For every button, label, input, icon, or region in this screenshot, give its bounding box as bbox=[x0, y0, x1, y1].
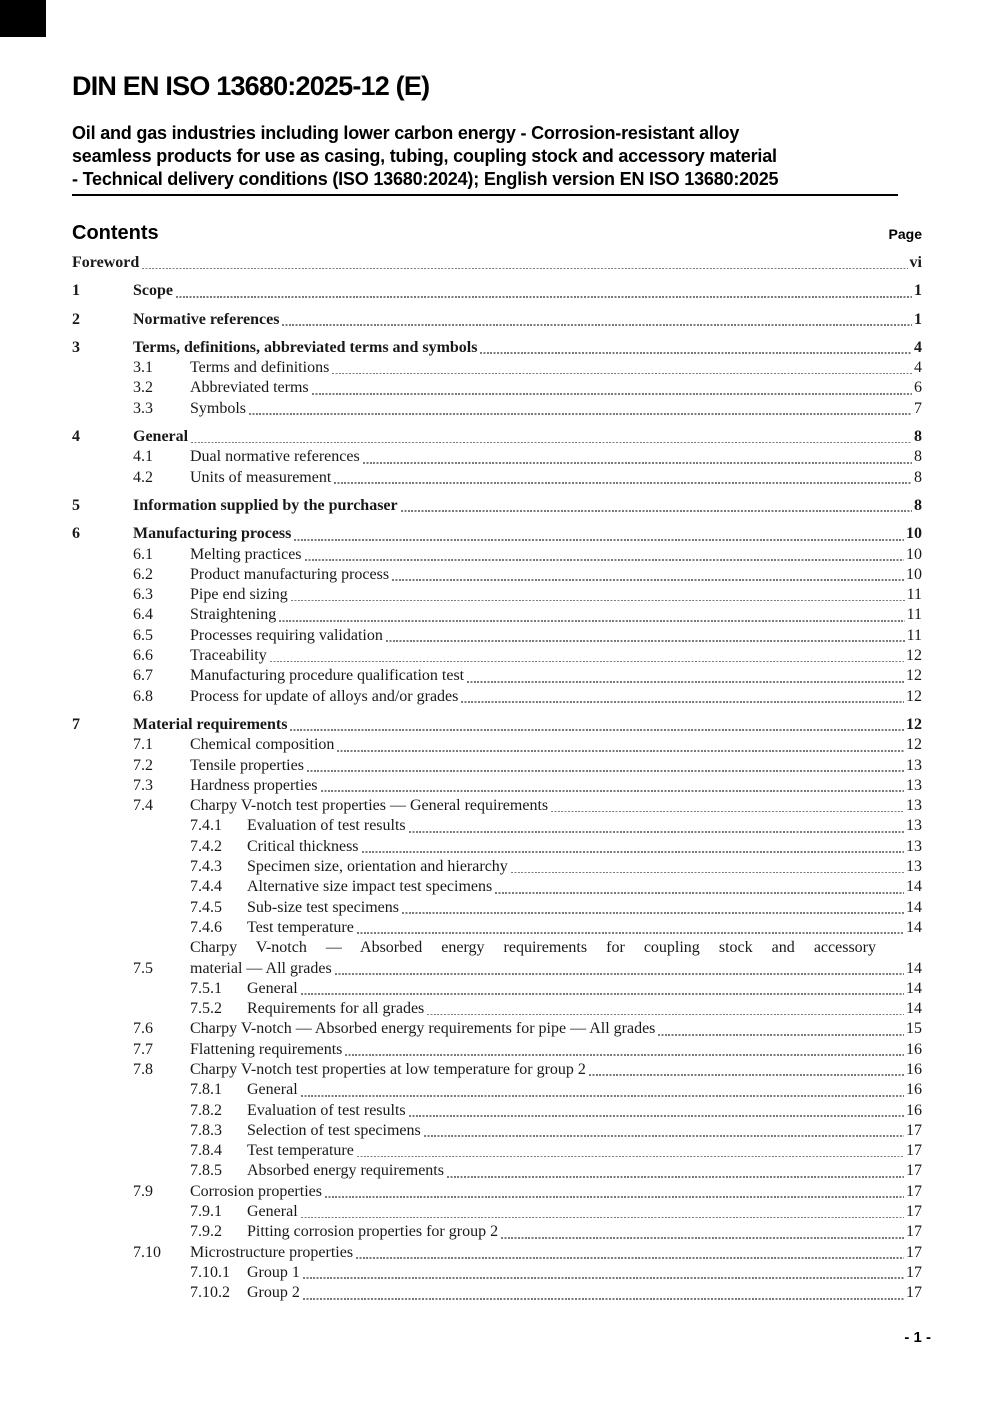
toc-row bbox=[72, 1019, 922, 1039]
toc-entry-number: 5 bbox=[72, 496, 80, 514]
toc-entry-title: Melting practices bbox=[190, 545, 302, 563]
toc-entry-title: Pipe end sizing bbox=[190, 586, 288, 604]
toc-entry-number: 6.4 bbox=[133, 606, 153, 624]
toc-dotted-leader bbox=[249, 413, 912, 415]
toc-dotted-leader bbox=[279, 620, 904, 622]
toc-row bbox=[72, 687, 922, 707]
toc-dotted-leader bbox=[461, 701, 904, 703]
toc-entry-page: 17 bbox=[906, 1203, 922, 1221]
toc-row bbox=[72, 1080, 922, 1100]
toc-row bbox=[72, 358, 922, 378]
toc-entry-page: 16 bbox=[906, 1081, 922, 1099]
toc-row bbox=[72, 378, 922, 398]
toc-entry-page: 14 bbox=[906, 898, 922, 916]
toc-dotted-leader bbox=[401, 510, 912, 512]
toc-entry-number: 7.10 bbox=[133, 1243, 161, 1261]
toc-entry-number: 4.1 bbox=[133, 448, 153, 466]
toc-entry-page: 7 bbox=[914, 399, 922, 417]
toc-row bbox=[72, 918, 922, 938]
toc-entry-number: 7.9 bbox=[133, 1182, 153, 1200]
toc-dotted-leader bbox=[356, 1257, 904, 1259]
scan-artifact-corner bbox=[0, 0, 46, 37]
toc-dotted-leader bbox=[402, 912, 904, 914]
document-title-line: - Technical delivery conditions (ISO 13680:2024); English version EN ISO 13680:2025 bbox=[72, 169, 779, 189]
toc-entry-page: 17 bbox=[906, 1263, 922, 1281]
toc-row bbox=[72, 1161, 922, 1181]
toc-dotted-leader bbox=[301, 1217, 904, 1219]
toc-entry-number: 6.3 bbox=[133, 586, 153, 604]
toc-entry-title: Information supplied by the purchaser bbox=[133, 496, 398, 514]
toc-entry-number: 6.7 bbox=[133, 667, 153, 685]
toc-entry-page: 11 bbox=[906, 586, 922, 604]
document-number: DIN EN ISO 13680:2025-12 (E) bbox=[72, 71, 430, 101]
toc-entry-number: 6.5 bbox=[133, 626, 153, 644]
toc-entry-title: Corrosion properties bbox=[190, 1182, 322, 1200]
toc-entry-number: 7.4.3 bbox=[190, 858, 222, 876]
toc-row bbox=[72, 1182, 922, 1202]
toc-entry-number: 7.8.2 bbox=[190, 1101, 222, 1119]
toc-dotted-leader bbox=[303, 1298, 904, 1300]
toc-entry-number: 7.8.4 bbox=[190, 1142, 222, 1160]
toc-entry-page: 16 bbox=[906, 1101, 922, 1119]
toc-entry-number: 7.5.2 bbox=[190, 1000, 222, 1018]
toc-entry-number: 7.4.6 bbox=[190, 918, 222, 936]
toc-row bbox=[72, 1121, 922, 1141]
toc-entry-page: 14 bbox=[906, 979, 922, 997]
toc-dotted-leader bbox=[337, 750, 904, 752]
toc-entry-title: Absorbed energy requirements bbox=[247, 1162, 444, 1180]
toc-dotted-leader bbox=[357, 932, 904, 934]
toc-row bbox=[72, 496, 922, 516]
toc-row bbox=[72, 837, 922, 857]
toc-entry-number: 7.9.1 bbox=[190, 1203, 222, 1221]
toc-dotted-leader bbox=[321, 790, 904, 792]
toc-entry-title: Product manufacturing process bbox=[190, 565, 390, 583]
toc-entry-title: Test temperature bbox=[247, 918, 354, 936]
toc-entry-number: 7.4.1 bbox=[190, 817, 222, 835]
toc-entry-page: 10 bbox=[906, 565, 922, 583]
toc-entry-number: 6.1 bbox=[133, 545, 153, 563]
toc-row bbox=[72, 646, 922, 666]
toc-row bbox=[72, 1263, 922, 1283]
toc-entry-title: Manufacturing process bbox=[133, 525, 292, 543]
toc-dotted-leader bbox=[305, 559, 904, 561]
toc-entry-title: Selection of test specimens bbox=[247, 1121, 421, 1139]
toc-dotted-leader bbox=[335, 973, 904, 975]
toc-dotted-leader bbox=[301, 993, 904, 995]
toc-entry-title: Dual normative references bbox=[190, 448, 360, 466]
toc-row bbox=[72, 545, 922, 565]
toc-entry-title: Process for update of alloys and/or grades bbox=[190, 687, 459, 705]
toc-entry-number: 7.4.5 bbox=[190, 898, 222, 916]
toc-entry-title: Hardness properties bbox=[190, 776, 318, 794]
toc-entry-number: 7.9.2 bbox=[190, 1223, 222, 1241]
toc-dotted-leader bbox=[325, 1196, 904, 1198]
toc-entry-page: 14 bbox=[906, 878, 922, 896]
toc-dotted-leader bbox=[301, 1095, 904, 1097]
page-column-label: Page bbox=[888, 226, 922, 242]
toc-dotted-leader bbox=[332, 373, 912, 375]
toc-dotted-leader bbox=[424, 1135, 904, 1137]
toc-entry-page: 13 bbox=[906, 817, 922, 835]
toc-entry-number: 7 bbox=[72, 715, 80, 733]
toc-entry-title: Chemical composition bbox=[190, 736, 335, 754]
toc-dotted-leader bbox=[427, 1014, 904, 1016]
toc-entry-number: 7.10.1 bbox=[190, 1263, 230, 1281]
toc-dotted-leader bbox=[345, 1054, 904, 1056]
toc-entry-page: 15 bbox=[906, 1020, 922, 1038]
toc-row bbox=[72, 253, 922, 273]
document-title bbox=[72, 122, 898, 196]
toc-dotted-leader bbox=[142, 268, 907, 270]
toc-entry-page: 13 bbox=[906, 858, 922, 876]
toc-row bbox=[72, 816, 922, 836]
toc-dotted-leader bbox=[392, 579, 904, 581]
toc-entry-page: 12 bbox=[906, 647, 922, 665]
toc-entry-number: 4 bbox=[72, 428, 80, 446]
toc-entry-number: 3.3 bbox=[133, 399, 153, 417]
toc-dotted-leader bbox=[312, 393, 912, 395]
toc-dotted-leader bbox=[357, 1156, 904, 1158]
toc-dotted-leader bbox=[176, 296, 912, 298]
toc-row bbox=[72, 1283, 922, 1303]
document-title-line: Oil and gas industries including lower carbon energy - Corrosion-resistant alloy bbox=[72, 123, 740, 143]
toc-row bbox=[72, 1243, 922, 1263]
toc-dotted-leader bbox=[291, 600, 905, 602]
toc-dotted-leader bbox=[290, 729, 904, 731]
toc-entry-page: 13 bbox=[906, 756, 922, 774]
toc-row bbox=[72, 1222, 922, 1242]
toc-entry-title: Group 2 bbox=[247, 1284, 300, 1302]
toc-entry-title: Microstructure properties bbox=[190, 1243, 354, 1261]
toc-entry-page: 17 bbox=[906, 1142, 922, 1160]
toc-entry-page: 12 bbox=[906, 715, 922, 733]
toc-row bbox=[72, 1202, 922, 1222]
toc-entry-title: Symbols bbox=[190, 399, 247, 417]
toc-entry-page: 10 bbox=[906, 545, 922, 563]
toc-row bbox=[72, 877, 922, 897]
toc-entry-title: General bbox=[247, 1203, 298, 1221]
toc-dotted-leader bbox=[307, 770, 904, 772]
toc-row bbox=[72, 776, 922, 796]
toc-row bbox=[72, 605, 922, 625]
toc-entry-title: Requirements for all grades bbox=[247, 1000, 425, 1018]
toc-entry-title: Charpy V-notch test properties — General requirements bbox=[190, 797, 549, 815]
toc-row bbox=[72, 310, 922, 330]
toc-entry-page: 8 bbox=[914, 468, 922, 486]
toc-entry-title: Abbreviated terms bbox=[190, 379, 309, 397]
toc-entry-title: General bbox=[133, 428, 189, 446]
toc-entry-page: 14 bbox=[906, 1000, 922, 1018]
toc-row bbox=[72, 898, 922, 918]
page-number-footer: - 1 - bbox=[904, 1329, 931, 1346]
toc-dotted-leader bbox=[270, 661, 904, 663]
toc-dotted-leader bbox=[589, 1074, 904, 1076]
toc-entry-number: 3 bbox=[72, 338, 80, 356]
toc-entry-number: 7.8 bbox=[133, 1060, 153, 1078]
toc-row bbox=[72, 796, 922, 816]
toc-entry-title: Evaluation of test results bbox=[247, 1101, 406, 1119]
contents-heading: Contents bbox=[72, 222, 159, 244]
toc-entry-title: Specimen size, orientation and hierarchy bbox=[247, 858, 508, 876]
toc-row bbox=[72, 715, 922, 735]
toc-entry-number: 7.1 bbox=[133, 736, 153, 754]
toc-entry-title: Alternative size impact test specimens bbox=[247, 878, 493, 896]
toc-entry-multiline bbox=[190, 938, 922, 979]
toc-dotted-leader bbox=[658, 1034, 904, 1036]
toc-entry-title: Charpy V-notch — Absorbed energy requirements for coupling stock and accessory bbox=[190, 939, 876, 957]
toc-dotted-leader bbox=[551, 811, 904, 813]
toc-entry-number: 7.6 bbox=[133, 1020, 153, 1038]
toc-entry-title: General bbox=[247, 1081, 298, 1099]
toc-entry-number: 7.7 bbox=[133, 1040, 153, 1058]
toc-entry-number: 6.2 bbox=[133, 565, 153, 583]
toc-entry-title: Test temperature bbox=[247, 1142, 354, 1160]
toc-entry-number: 6.8 bbox=[133, 687, 153, 705]
toc-dotted-leader bbox=[409, 1115, 904, 1117]
toc-dotted-leader bbox=[447, 1176, 904, 1178]
toc-row bbox=[72, 735, 922, 755]
toc-entry-page: vi bbox=[909, 254, 922, 271]
toc-entry-page: 13 bbox=[906, 837, 922, 855]
toc-entry-title: Normative references bbox=[133, 310, 280, 328]
toc-entry-title-continued: material — All grades bbox=[190, 959, 332, 977]
toc-entry-page: 17 bbox=[906, 1223, 922, 1241]
toc-entry-title: Charpy V-notch test properties at low temperature for group 2 bbox=[190, 1060, 586, 1078]
toc-entry-number: 6 bbox=[72, 525, 80, 543]
toc-entry-title: Group 1 bbox=[247, 1263, 300, 1281]
toc-dotted-leader bbox=[480, 352, 912, 354]
toc-entry-number: 7.4.2 bbox=[190, 837, 222, 855]
toc-list bbox=[72, 253, 922, 1304]
toc-entry-page: 11 bbox=[906, 606, 922, 624]
toc-entry-page: 17 bbox=[906, 1243, 922, 1261]
toc-dotted-leader bbox=[294, 539, 904, 541]
toc-entry-page: 16 bbox=[906, 1060, 922, 1078]
toc-row bbox=[72, 1101, 922, 1121]
toc-entry-title: General bbox=[247, 979, 298, 997]
toc-entry-page: 12 bbox=[906, 667, 922, 685]
toc-entry-title: Flattening requirements bbox=[190, 1040, 343, 1058]
toc-entry-number: 7.2 bbox=[133, 756, 153, 774]
toc-entry-number: 4.2 bbox=[133, 468, 153, 486]
toc-entry-number: 7.8.5 bbox=[190, 1162, 222, 1180]
toc-entry-number: 7.10.2 bbox=[190, 1284, 230, 1302]
toc-entry-page: 8 bbox=[914, 496, 922, 514]
toc-entry-title: Charpy V-notch — Absorbed energy requirements for pipe — All grades bbox=[190, 1020, 656, 1038]
toc-row bbox=[72, 756, 922, 776]
toc-row bbox=[72, 1040, 922, 1060]
toc-entry-title: Processes requiring validation bbox=[190, 626, 383, 644]
toc-entry-page: 16 bbox=[906, 1040, 922, 1058]
toc-row bbox=[72, 938, 922, 979]
toc-entry-page: 17 bbox=[906, 1121, 922, 1139]
toc-entry-title: Pitting corrosion properties for group 2 bbox=[247, 1223, 499, 1241]
toc-entry-title: Traceability bbox=[190, 647, 267, 665]
toc-row bbox=[72, 1141, 922, 1161]
toc-row bbox=[72, 979, 922, 999]
toc-entry-page: 12 bbox=[906, 736, 922, 754]
toc-row bbox=[72, 666, 922, 686]
toc-row bbox=[72, 281, 922, 301]
toc-entry-page: 1 bbox=[914, 282, 922, 300]
toc-entry-page: 13 bbox=[906, 797, 922, 815]
toc-entry-title: Evaluation of test results bbox=[247, 817, 406, 835]
toc-entry-title: Material requirements bbox=[133, 715, 288, 733]
toc-entry-title: Manufacturing procedure qualification test bbox=[190, 667, 465, 685]
toc-entry-page: 14 bbox=[906, 959, 922, 977]
toc-entry-number: 7.8.1 bbox=[190, 1081, 222, 1099]
toc-entry-number: 7.3 bbox=[133, 776, 153, 794]
toc-dotted-leader bbox=[362, 851, 904, 853]
toc-dotted-leader bbox=[386, 640, 905, 642]
toc-dotted-leader bbox=[409, 831, 904, 833]
toc-row bbox=[72, 427, 922, 447]
toc-entry-title: Scope bbox=[133, 282, 173, 300]
toc-row bbox=[72, 447, 922, 467]
toc-entry-page: 4 bbox=[914, 338, 922, 356]
toc-entry-title: Tensile properties bbox=[190, 756, 304, 774]
toc-entry-page: 14 bbox=[906, 918, 922, 936]
toc-dotted-leader bbox=[495, 892, 904, 894]
toc-entry-number: 1 bbox=[72, 282, 80, 300]
toc-row bbox=[72, 857, 922, 877]
toc-entry-number: 7.5 bbox=[133, 959, 153, 977]
toc-dotted-leader bbox=[303, 1277, 904, 1279]
toc-entry-page: 17 bbox=[906, 1284, 922, 1302]
toc-entry-page: 4 bbox=[914, 359, 922, 377]
toc-row bbox=[72, 626, 922, 646]
toc-row bbox=[72, 399, 922, 419]
toc-entry-page: 17 bbox=[906, 1182, 922, 1200]
toc-row bbox=[72, 468, 922, 488]
toc-entry-title: Units of measurement bbox=[190, 468, 332, 486]
toc-dotted-leader bbox=[334, 482, 912, 484]
toc-entry-number: 3.2 bbox=[133, 379, 153, 397]
toc-dotted-leader bbox=[363, 462, 912, 464]
toc-entry-number: 6.6 bbox=[133, 647, 153, 665]
toc-entry-number: 7.4.4 bbox=[190, 878, 222, 896]
toc-entry-number: 2 bbox=[72, 310, 80, 328]
toc-row bbox=[72, 338, 922, 358]
toc-entry-title: Critical thickness bbox=[247, 837, 359, 855]
toc-dotted-leader bbox=[467, 681, 904, 683]
contents-header bbox=[72, 221, 922, 245]
toc-entry-page: 1 bbox=[914, 310, 922, 328]
toc-row bbox=[72, 524, 922, 544]
toc-entry-number: 7.8.3 bbox=[190, 1121, 222, 1139]
page-content bbox=[0, 70, 992, 1304]
toc-entry-continuation bbox=[190, 959, 922, 979]
toc-dotted-leader bbox=[191, 442, 912, 444]
toc-entry-page: 12 bbox=[906, 687, 922, 705]
toc-entry-page: 17 bbox=[906, 1162, 922, 1180]
toc-row bbox=[72, 565, 922, 585]
toc-entry-title: Foreword bbox=[72, 254, 140, 271]
toc-entry-page: 10 bbox=[906, 525, 922, 543]
toc-entry-page: 11 bbox=[906, 626, 922, 644]
toc-entry-title: Sub-size test specimens bbox=[247, 898, 399, 916]
toc-dotted-leader bbox=[511, 872, 904, 874]
toc-row bbox=[72, 1060, 922, 1080]
toc-entry-number: 3.1 bbox=[133, 359, 153, 377]
toc-entry-title: Straightening bbox=[190, 606, 277, 624]
toc-entry-page: 13 bbox=[906, 776, 922, 794]
toc-row bbox=[72, 999, 922, 1019]
toc-entry-number: 7.4 bbox=[133, 797, 153, 815]
toc-entry-page: 8 bbox=[914, 448, 922, 466]
toc-entry-title: Terms, definitions, abbreviated terms and symbols bbox=[133, 338, 478, 356]
toc-entry-page: 8 bbox=[914, 428, 922, 446]
document-title-line: seamless products for use as casing, tubing, coupling stock and accessory material bbox=[72, 146, 777, 166]
toc-entry-page: 6 bbox=[914, 379, 922, 397]
toc-row bbox=[72, 585, 922, 605]
toc-dotted-leader bbox=[501, 1237, 904, 1239]
toc-entry-title: Terms and definitions bbox=[190, 359, 330, 377]
toc-entry-number: 7.5.1 bbox=[190, 979, 222, 997]
toc-dotted-leader bbox=[282, 324, 912, 326]
